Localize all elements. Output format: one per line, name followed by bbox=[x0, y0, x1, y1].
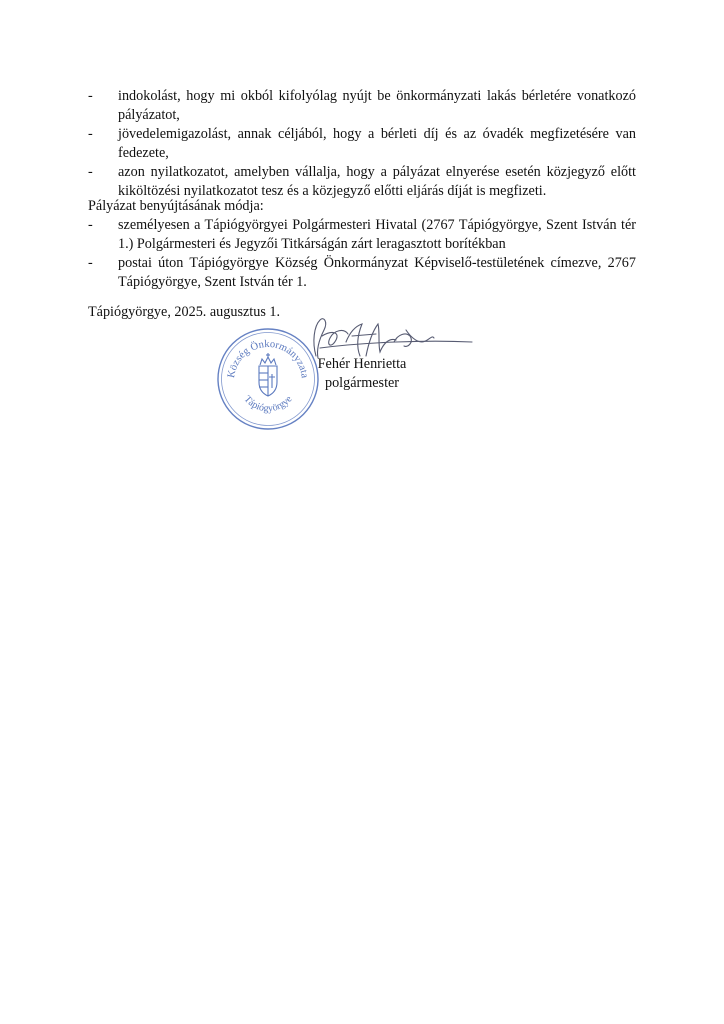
list-item-text: jövedelemigazolást, annak céljából, hogy a bérleti díj és az óvadék megfizetésére van fedezete, bbox=[118, 126, 636, 161]
list-item bbox=[88, 163, 636, 201]
stamp-top-text: Község Önkormányzata bbox=[226, 338, 310, 379]
list-bullet: - bbox=[88, 126, 93, 142]
submission-heading: Pályázat benyújtásának módja: bbox=[88, 198, 264, 214]
stamp-bottom-text: Tápiógyörgye bbox=[241, 393, 295, 415]
list-item bbox=[88, 254, 636, 292]
requirements-list bbox=[88, 87, 636, 201]
list-bullet: - bbox=[88, 88, 93, 104]
signer-name: Fehér Henrietta bbox=[317, 356, 407, 372]
submission-list bbox=[88, 216, 636, 292]
list-item bbox=[88, 87, 636, 125]
place-and-date: Tápiógyörgye, 2025. augusztus 1. bbox=[88, 304, 281, 320]
list-item-text: indokolást, hogy mi okból kifolyólag nyújt be önkormányzati lakás bérletére vonatkozó pályázatot, bbox=[118, 88, 636, 123]
list-item-text: azon nyilatkozatot, amelyben vállalja, hogy a pályázat elnyerése esetén közjegyző előtt kiköltözési nyilatkozatot tesz és a közjegyző előtti eljárás díját is megfizeti. bbox=[118, 164, 636, 199]
list-item bbox=[88, 216, 636, 254]
list-item-text: személyesen a Tápiógyörgyei Polgármesteri Hivatal (2767 Tápiógyörgye, Szent István tér 1.) Polgármesteri és Jegyzői Titkárságán zárt leragasztott borítékban bbox=[118, 217, 636, 252]
coat-of-arms-icon bbox=[259, 353, 277, 396]
signer-title: polgármester bbox=[324, 375, 400, 391]
list-item-text: postai úton Tápiógyörgye Község Önkormányzat Képviselő-testületének címezve, 2767 Tápiógyörgye, Szent István tér 1. bbox=[118, 255, 636, 290]
signature-block bbox=[316, 355, 408, 393]
list-bullet: - bbox=[88, 255, 93, 271]
list-bullet: - bbox=[88, 164, 93, 180]
list-bullet: - bbox=[88, 217, 93, 233]
list-item bbox=[88, 125, 636, 163]
